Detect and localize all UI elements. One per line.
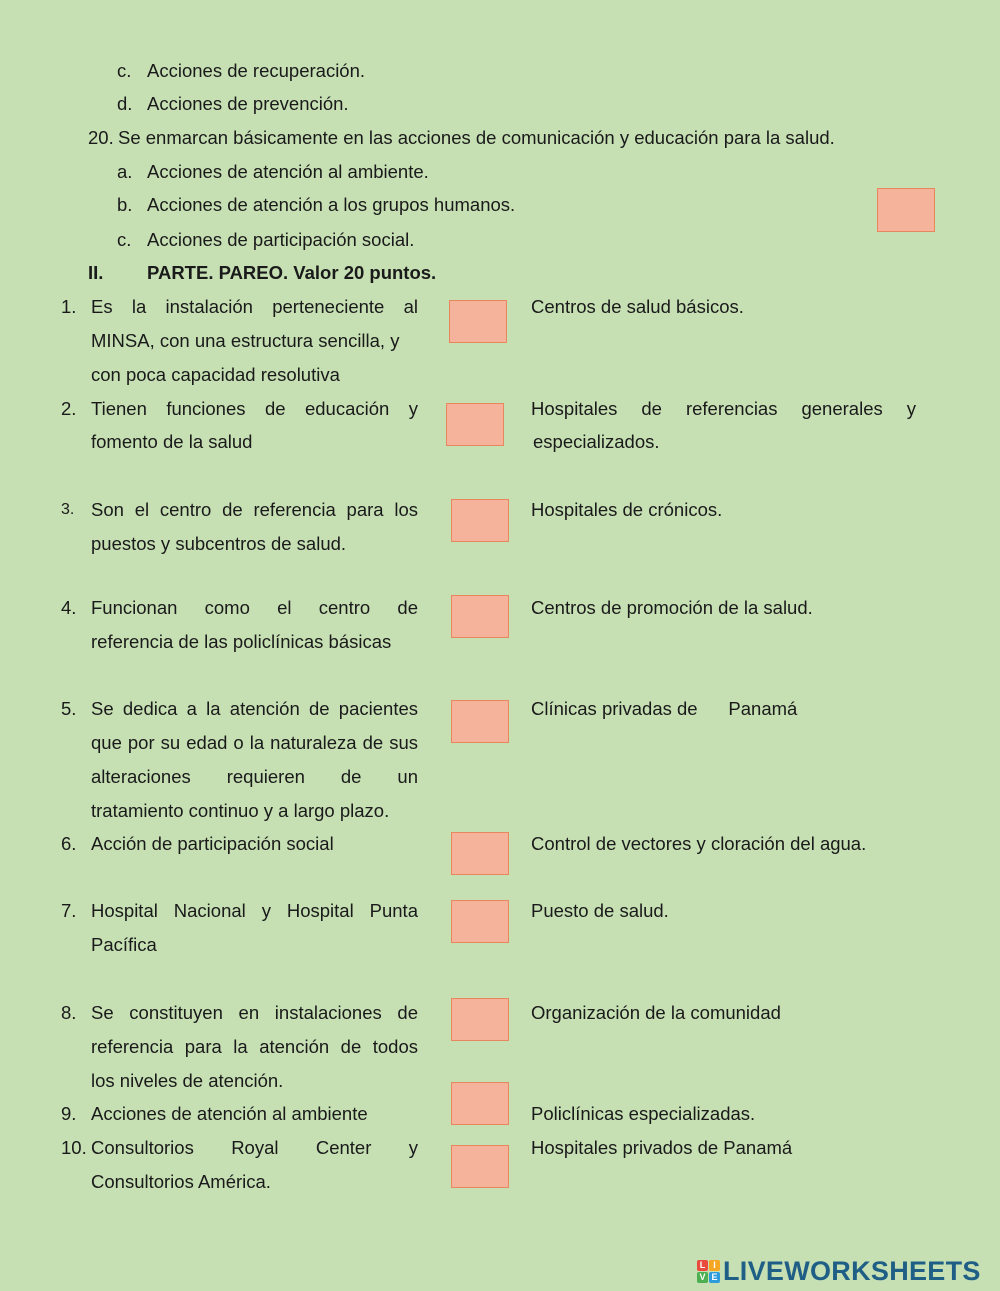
item-line: alteraciones requieren de un (91, 766, 418, 787)
item-number: 7. (61, 900, 77, 921)
option-letter: c. (117, 60, 132, 81)
logo-letter: E (709, 1272, 720, 1283)
option-letter: b. (117, 194, 133, 215)
item-line: con poca capacidad resolutiva (91, 364, 340, 385)
option-text: Acciones de participación social. (147, 229, 415, 250)
item-line: referencia de las policlínicas básicas (91, 631, 392, 652)
item-line: Es la instalación perteneciente al (91, 296, 418, 317)
item-number: 8. (61, 1002, 77, 1023)
logo-icon (697, 1260, 720, 1283)
item-number: 2. (61, 398, 77, 419)
match-option: Puesto de salud. (531, 900, 669, 921)
answer-box-2[interactable] (446, 403, 504, 446)
question-number: 20. (88, 127, 114, 148)
answer-box-5[interactable] (451, 700, 509, 743)
item-line: Consultorios Royal Center y (91, 1137, 418, 1158)
logo-letter: V (697, 1272, 708, 1283)
item-number: 9. (61, 1103, 77, 1124)
match-option-line: especializados. (533, 431, 660, 452)
answer-box-4[interactable] (451, 595, 509, 638)
match-option: Hospitales de crónicos. (531, 499, 723, 520)
item-line: Pacífica (91, 934, 157, 955)
brand-name: LIVEWORKSHEETS (723, 1255, 981, 1286)
item-line: Hospital Nacional y Hospital Punta (91, 900, 418, 921)
match-option: Control de vectores y cloración del agua. (531, 833, 867, 854)
option-text: Acciones de atención a los grupos humanos. (147, 194, 516, 215)
item-line: referencia para la atención de todos (91, 1036, 418, 1057)
item-line: Se constituyen en instalaciones de (91, 1002, 418, 1023)
section-title: PARTE. PAREO. Valor 20 puntos. (147, 262, 437, 283)
answer-box-10[interactable] (451, 1145, 509, 1188)
item-number: 3. (61, 501, 75, 518)
item-line: fomento de la salud (91, 431, 253, 452)
item-line: Tienen funciones de educación y (91, 398, 418, 419)
answer-box-1[interactable] (449, 300, 507, 343)
item-line: tratamiento continuo y a largo plazo. (91, 800, 390, 821)
logo-letter: L (697, 1260, 708, 1271)
question-text: Se enmarcan básicamente en las acciones de comunicación y educación para la salud. (118, 127, 835, 148)
option-text: Acciones de prevención. (147, 93, 349, 114)
answer-box-3[interactable] (451, 499, 509, 542)
option-letter: c. (117, 229, 132, 250)
item-line: Acción de participación social (91, 833, 334, 854)
item-line: los niveles de atención. (91, 1070, 284, 1091)
option-text: Acciones de atención al ambiente. (147, 161, 429, 182)
answer-box-7[interactable] (451, 900, 509, 943)
logo-letter: I (709, 1260, 720, 1271)
liveworksheets-logo (697, 1256, 981, 1286)
answer-box-9[interactable] (451, 1082, 509, 1125)
answer-box-6[interactable] (451, 832, 509, 875)
option-letter: d. (117, 93, 133, 114)
item-number: 5. (61, 698, 77, 719)
option-text: Acciones de recuperación. (147, 60, 366, 81)
match-option: Centros de promoción de la salud. (531, 597, 813, 618)
option-letter: a. (117, 161, 133, 182)
item-line: MINSA, con una estructura sencilla, y (91, 330, 400, 351)
item-number: 6. (61, 833, 77, 854)
answer-box-q20[interactable] (877, 188, 935, 232)
item-line: Se dedica a la atención de pacientes (91, 698, 418, 719)
match-option: Hospitales privados de Panamá (531, 1137, 793, 1158)
answer-box-8[interactable] (451, 998, 509, 1041)
match-option: Organización de la comunidad (531, 1002, 781, 1023)
item-line: Son el centro de referencia para los (91, 499, 418, 520)
item-line: Consultorios América. (91, 1171, 271, 1192)
match-option: Clínicas privadas de Panamá (531, 698, 798, 719)
item-number: 10. (61, 1137, 87, 1158)
match-option: Centros de salud básicos. (531, 296, 744, 317)
item-number: 1. (61, 296, 77, 317)
match-option: Hospitales de referencias generales y (531, 398, 916, 419)
item-number: 4. (61, 597, 77, 618)
match-option: Policlínicas especializadas. (531, 1103, 756, 1124)
section-numeral: II. (88, 262, 104, 283)
item-line: que por su edad o la naturaleza de sus (91, 732, 418, 753)
item-line: puestos y subcentros de salud. (91, 533, 347, 554)
item-line: Funcionan como el centro de (91, 597, 418, 618)
item-line: Acciones de atención al ambiente (91, 1103, 368, 1124)
